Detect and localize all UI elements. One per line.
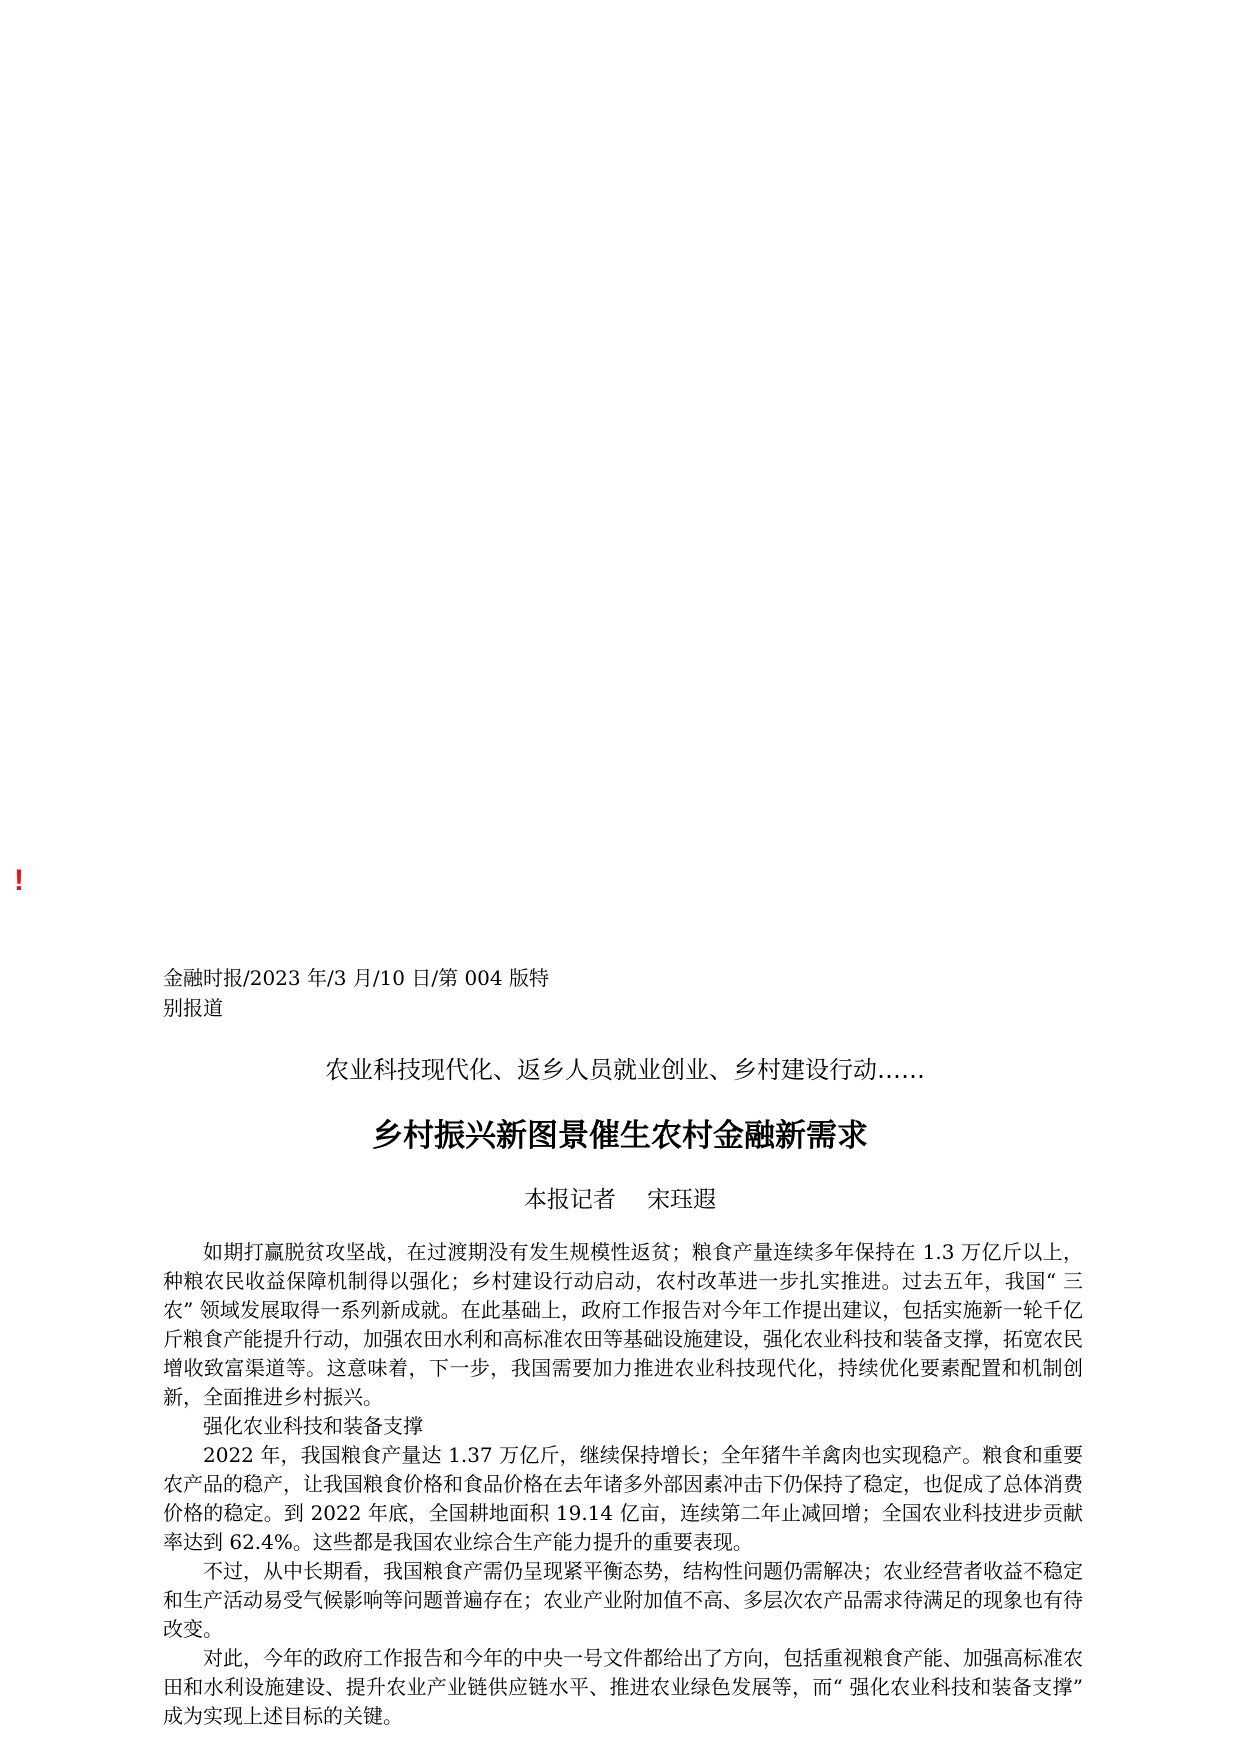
article-source: 金融时报/2023 年/3 月/10 日/第 004 版特别报道: [163, 966, 549, 1020]
byline-role: 本报记者: [523, 1187, 616, 1213]
article-byline: [0, 1181, 1240, 1214]
paragraph: 2022 年，我国粮食产量达 1.37 万亿斤，继续保持增长；全年猪牛羊禽肉也实现稳产。粮食和重要农产品的稳产，让我国粮食价格和食品价格在去年诸多外部因素冲击下仍保持了稳定，也促成了总体消费价格的稳定。到 2022 年底，全国耕地面积 19.14 亿亩，连续第二年止减回增；全国农业科技进步贡献率达到 62.4%。这些都是我国农业综合生产能力提升的重要表现。: [163, 1443, 1083, 1554]
paragraph: 不过，从中长期看，我国粮食产需仍呈现紧平衡态势，结构性问题仍需解决；农业经营者收益不稳定和生产活动易受气候影响等问题普遍存在；农业产业附加值不高、多层次农产品需求待满足的现象也有待改变。: [163, 1559, 1083, 1641]
exclamation-mark: !: [14, 864, 24, 897]
article-body: [163, 1238, 1083, 1731]
byline-name: 宋珏遐: [647, 1187, 717, 1213]
paragraph: 如期打赢脱贫攻坚战，在过渡期没有发生规模性返贫；粮食产量连续多年保持在 1.3 万亿斤以上，种粮农民收益保障机制得以强化；乡村建设行动启动，农村改革进一步扎实推进。过去五年，我国“ 三农” 领域发展取得一系列新成就。在此基础上，政府工作报告对今年工作提出建议，包括实施新一轮千亿斤粮食产能提升行动，加强农田水利和高标准农田等基础设施建设，强化农业科技和装备支撑，拓宽农民增收致富渠道等。这意味着，下一步，我国需要加力推进农业科技现代化，持续优化要素配置和机制创新，全面推进乡村振兴。: [163, 1240, 1083, 1409]
article-title: 乡村振兴新图景催生农村金融新需求: [372, 1118, 868, 1154]
section-heading: 强化农业科技和装备支撑: [203, 1414, 423, 1438]
paragraph: 对此，今年的政府工作报告和今年的中央一号文件都给出了方向，包括重视粮食产能、加强高标准农田和水利设施建设、提升农业产业链供应链水平、推进农业绿色发展等，而“ 强化农业科技和装备支撑” 成为实现上述目标的关键。: [163, 1646, 1083, 1728]
article-subtitle: 农业科技现代化、返乡人员就业创业、乡村建设行动……: [325, 1056, 925, 1084]
